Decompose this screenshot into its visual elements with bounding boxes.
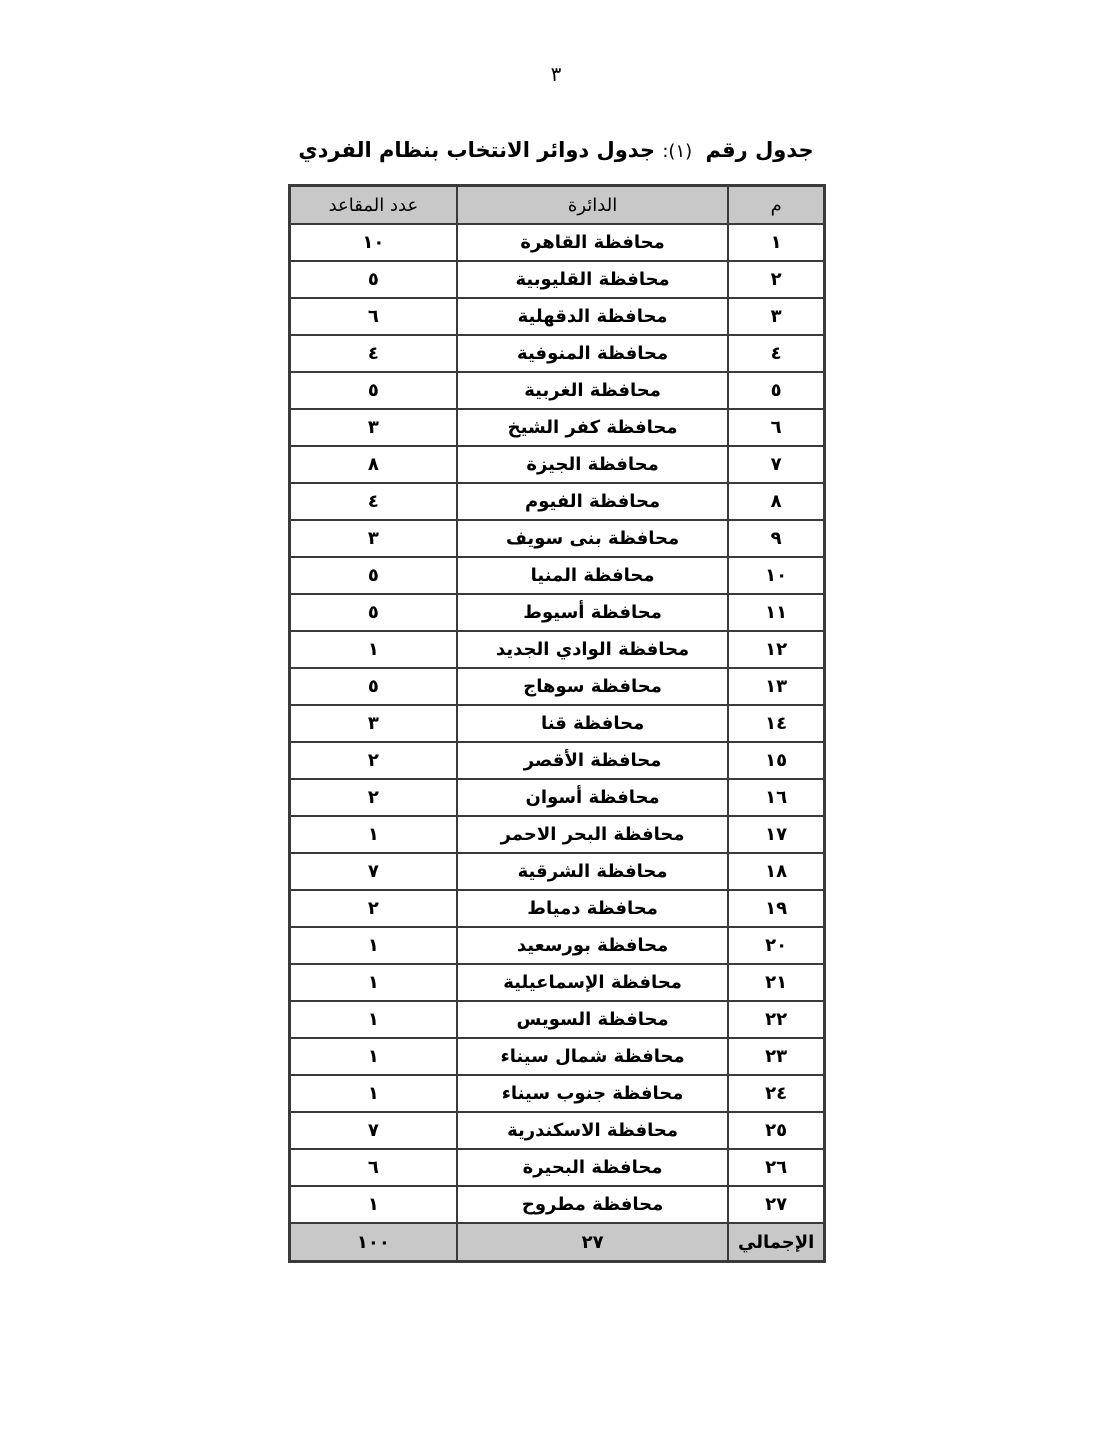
- cell-district: محافظة شمال سيناء: [457, 1038, 729, 1075]
- table-row: [290, 335, 825, 372]
- table-row: [290, 1149, 825, 1186]
- table-row: [290, 1001, 825, 1038]
- cell-seats: ٢: [290, 742, 457, 779]
- cell-seats: ١: [290, 927, 457, 964]
- cell-seats: ٥: [290, 557, 457, 594]
- cell-num: ٥: [728, 372, 824, 409]
- cell-num: ١٧: [728, 816, 824, 853]
- cell-num: ٨: [728, 483, 824, 520]
- cell-district: محافظة الإسماعيلية: [457, 964, 729, 1001]
- table-row: [290, 298, 825, 335]
- cell-seats: ١: [290, 1186, 457, 1223]
- cell-district: محافظة المنوفية: [457, 335, 729, 372]
- page-number: ٣: [550, 62, 562, 86]
- cell-num: ٢١: [728, 964, 824, 1001]
- table-row: [290, 964, 825, 1001]
- table-header-row: [290, 186, 825, 225]
- cell-district: محافظة كفر الشيخ: [457, 409, 729, 446]
- cell-num: ٤: [728, 335, 824, 372]
- districts-table: [288, 184, 826, 1263]
- cell-num: ١١: [728, 594, 824, 631]
- cell-num: ٣: [728, 298, 824, 335]
- table-row: [290, 483, 825, 520]
- cell-seats: ٦: [290, 298, 457, 335]
- cell-num: ٢٥: [728, 1112, 824, 1149]
- cell-seats: ٢: [290, 779, 457, 816]
- cell-num: ١٥: [728, 742, 824, 779]
- cell-num: ٢٠: [728, 927, 824, 964]
- cell-district: محافظة بورسعيد: [457, 927, 729, 964]
- table-row: [290, 668, 825, 705]
- total-label: الإجمالي: [728, 1223, 824, 1262]
- table-row: [290, 224, 825, 261]
- cell-num: ١٩: [728, 890, 824, 927]
- table-row: [290, 631, 825, 668]
- cell-num: ١٨: [728, 853, 824, 890]
- table-row: [290, 520, 825, 557]
- cell-num: ٢٢: [728, 1001, 824, 1038]
- cell-district: محافظة الفيوم: [457, 483, 729, 520]
- cell-district: محافظة القاهرة: [457, 224, 729, 261]
- cell-seats: ٧: [290, 1112, 457, 1149]
- cell-num: ١٢: [728, 631, 824, 668]
- cell-num: ٢٤: [728, 1075, 824, 1112]
- cell-district: محافظة الجيزة: [457, 446, 729, 483]
- cell-district: محافظة مطروح: [457, 1186, 729, 1223]
- cell-district: محافظة الوادي الجديد: [457, 631, 729, 668]
- table-row: [290, 594, 825, 631]
- cell-district: محافظة البحر الاحمر: [457, 816, 729, 853]
- cell-num: ٢٧: [728, 1186, 824, 1223]
- table-row: [290, 409, 825, 446]
- cell-seats: ١: [290, 1001, 457, 1038]
- table-row: [290, 816, 825, 853]
- cell-seats: ٣: [290, 520, 457, 557]
- cell-district: محافظة القليوبية: [457, 261, 729, 298]
- cell-district: محافظة بنى سويف: [457, 520, 729, 557]
- cell-district: محافظة سوهاج: [457, 668, 729, 705]
- header-seats: عدد المقاعد: [290, 186, 457, 225]
- header-district: الدائرة: [457, 186, 729, 225]
- cell-district: محافظة الاسكندرية: [457, 1112, 729, 1149]
- table-row: [290, 372, 825, 409]
- table-row: [290, 927, 825, 964]
- table-row: [290, 779, 825, 816]
- cell-district: محافظة أسوان: [457, 779, 729, 816]
- cell-num: ١٤: [728, 705, 824, 742]
- table-title-text: جدول دوائر الانتخاب بنظام الفردي: [298, 138, 656, 162]
- cell-seats: ٤: [290, 335, 457, 372]
- header-num: م: [728, 186, 824, 225]
- cell-seats: ٣: [290, 409, 457, 446]
- table-title: [288, 138, 824, 172]
- table-body: [290, 224, 825, 1223]
- table-title-number: (١):: [662, 141, 693, 162]
- table-row: [290, 557, 825, 594]
- total-districts: ٢٧: [457, 1223, 729, 1262]
- cell-seats: ٥: [290, 594, 457, 631]
- cell-num: ٢٣: [728, 1038, 824, 1075]
- cell-seats: ٣: [290, 705, 457, 742]
- cell-district: محافظة الدقهلية: [457, 298, 729, 335]
- cell-district: محافظة دمياط: [457, 890, 729, 927]
- table-row: [290, 261, 825, 298]
- cell-num: ١٣: [728, 668, 824, 705]
- cell-seats: ٤: [290, 483, 457, 520]
- cell-district: محافظة الأقصر: [457, 742, 729, 779]
- cell-num: ٩: [728, 520, 824, 557]
- cell-seats: ١: [290, 631, 457, 668]
- table-row: [290, 1112, 825, 1149]
- cell-seats: ١: [290, 816, 457, 853]
- cell-seats: ١: [290, 1075, 457, 1112]
- total-seats: ١٠٠: [290, 1223, 457, 1262]
- cell-district: محافظة المنيا: [457, 557, 729, 594]
- table-row: [290, 853, 825, 890]
- table-row: [290, 1186, 825, 1223]
- cell-num: ٢٦: [728, 1149, 824, 1186]
- table-row: [290, 1038, 825, 1075]
- cell-num: ٢: [728, 261, 824, 298]
- cell-seats: ١٠: [290, 224, 457, 261]
- cell-seats: ٢: [290, 890, 457, 927]
- table-row: [290, 1075, 825, 1112]
- cell-seats: ٦: [290, 1149, 457, 1186]
- cell-district: محافظة قنا: [457, 705, 729, 742]
- cell-seats: ٨: [290, 446, 457, 483]
- table-row: [290, 705, 825, 742]
- cell-num: ١٠: [728, 557, 824, 594]
- table-row: [290, 742, 825, 779]
- cell-num: ٦: [728, 409, 824, 446]
- table-row: [290, 446, 825, 483]
- cell-district: محافظة البحيرة: [457, 1149, 729, 1186]
- cell-district: محافظة أسيوط: [457, 594, 729, 631]
- total-row: [290, 1223, 825, 1262]
- cell-seats: ٧: [290, 853, 457, 890]
- cell-seats: ١: [290, 964, 457, 1001]
- cell-num: ٧: [728, 446, 824, 483]
- cell-num: ١: [728, 224, 824, 261]
- table-title-prefix: جدول رقم: [705, 138, 814, 162]
- cell-district: محافظة جنوب سيناء: [457, 1075, 729, 1112]
- cell-district: محافظة الشرقية: [457, 853, 729, 890]
- cell-seats: ٥: [290, 261, 457, 298]
- cell-seats: ٥: [290, 372, 457, 409]
- table-row: [290, 890, 825, 927]
- cell-num: ١٦: [728, 779, 824, 816]
- cell-seats: ٥: [290, 668, 457, 705]
- cell-seats: ١: [290, 1038, 457, 1075]
- cell-district: محافظة السويس: [457, 1001, 729, 1038]
- cell-district: محافظة الغربية: [457, 372, 729, 409]
